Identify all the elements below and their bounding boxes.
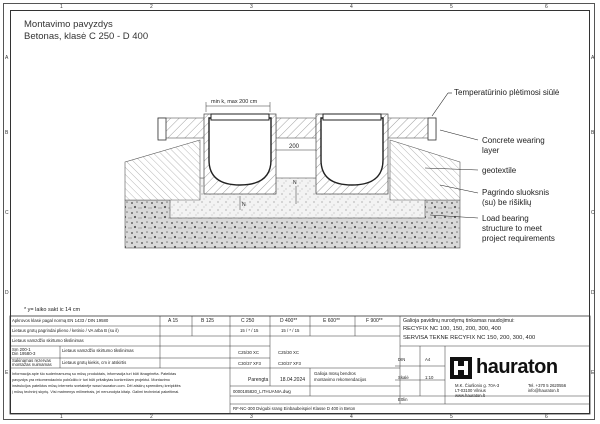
reinforcement-text: Lietaus vamzdžio skirtumo tikslinimas	[62, 348, 134, 353]
footnote-line: į mūsų techninį skyrių. Visi matmenys milimetrais, jei nenurodyta kitaip. Galimi techniniai pakeitimai.	[12, 390, 180, 394]
edge-bottom-2: 2	[150, 414, 153, 420]
date-label: Parengta	[248, 377, 269, 383]
edge-top-1: 1	[60, 4, 63, 10]
exposure-d400: C30/37 XF3	[278, 361, 301, 366]
edge-bottom-1: 1	[60, 414, 63, 420]
address-line: M.K. Čiurlionio g. 70A-3	[455, 383, 500, 388]
n-marker-2: N	[242, 202, 246, 208]
footnote-line: pavyzdys yra rekomendacinio pobūdžio ir turi būti pritaikytas konkrečiam projektui. Montavimo	[12, 378, 170, 382]
address-line: LT-03100 Vilnius	[455, 388, 486, 393]
class-d400: D 400**	[280, 318, 298, 324]
exposure-c250: C30/37 XF3	[238, 361, 261, 366]
edge-left-a: A	[5, 55, 9, 61]
class-a15: A 15	[168, 318, 179, 324]
footnote-line: instrukcijos pateiktos mūsų interneto svetainėje www.hauraton.com. Dėl atskirų sprendimų kreipkitės	[12, 384, 181, 388]
edge-bottom-5: 5	[450, 414, 453, 420]
drawing-code: RF-NC-300 Dvigubi srang Einbaubeispiel Klasse D 400 in Beton	[233, 406, 356, 411]
product-title: Galioja pavidinų nurodymų tinkamas naudojimui:	[403, 318, 515, 324]
load-class-label: Apkrovos klasė pagal normą EN 1433 / DIN 19580	[12, 318, 109, 323]
edge-left-c: C	[5, 210, 9, 216]
file-name: 0000185820_LITHUANIA.dwg	[233, 389, 291, 394]
concrete-c250: C25/30 XC	[238, 350, 260, 355]
edge-top-3: 3	[250, 4, 253, 10]
edge-top-5: 5	[450, 4, 453, 10]
edge-bottom-3: 3	[250, 414, 253, 420]
edge-right-d: D	[591, 290, 595, 296]
callout-wearing-layer: Concrete wearing layer	[482, 136, 545, 155]
edge-top-6: 6	[545, 4, 548, 10]
footnote-line: Informacija apie šio suderinamumą su mūsų produktais, informacija turi būti išnagrinėta. Pateiktas	[12, 372, 177, 376]
edge-left-e: E	[5, 370, 9, 376]
reserve-label: Sakinamas rezervas montažas nuimamas	[12, 358, 52, 368]
header-line1: Montavimo pavyzdys	[24, 19, 113, 30]
brand-name: hauraton	[476, 356, 558, 378]
class-f900: F 900**	[366, 318, 383, 324]
callout-expansion-joint: Temperatūrinio plėtimosi siūlė	[454, 88, 560, 97]
footnote-block	[12, 371, 227, 395]
validity-text: Galioja mūsų bendros montavimo rekomendacijos	[314, 371, 367, 382]
class-e600: E 600**	[323, 318, 340, 324]
phone: Tel. +370 5 2620556	[528, 383, 567, 388]
reinforcement-label: Lietaus vamzdžio skirtumo tikslinimas	[12, 338, 84, 343]
edge-bottom-4: 4	[350, 414, 353, 420]
hauraton-logo-icon	[450, 357, 472, 379]
callout-base-layer: Pagrindo sluoksnis (su) be rišiklių	[482, 188, 550, 207]
class-c250: C 250	[241, 318, 255, 324]
brand-address	[455, 383, 499, 398]
scale-value: 1:10	[425, 375, 434, 380]
grate-basis-d400: 15 / * / 15	[281, 328, 300, 333]
edge-left-d: D	[5, 290, 9, 296]
edge-right-a: A	[591, 55, 595, 61]
min-max-dimension: min k, max 200 cm	[211, 99, 258, 105]
edge-left-b: B	[5, 130, 9, 136]
edge-top-4: 4	[350, 4, 353, 10]
edge-bottom-6: 6	[545, 414, 548, 420]
edge-right-c: C	[591, 210, 595, 216]
callout-load-bearing: Load bearing structure to meet project requirements	[482, 214, 555, 243]
date-value: 18.04.2024	[280, 377, 306, 383]
din-label: DIN	[398, 357, 406, 362]
header-line2: Betonas, klasė C 250 - D 400	[24, 31, 149, 42]
norm-label: Sm 200-1 Din 19580-3	[12, 347, 36, 357]
edge-right-b: B	[591, 130, 595, 136]
edition: E0lin	[398, 397, 408, 402]
edge-right-e: E	[591, 370, 595, 376]
concrete-strength-label: Lietaus grotų kiekis, cm ir atskirtis	[62, 360, 127, 365]
drawing-note: * y= laiko sakt ic 14 cm	[24, 307, 81, 313]
brand-contact	[528, 383, 566, 393]
concrete-d400: C25/30 XC	[278, 350, 300, 355]
callout-geotextile: geotextile	[482, 166, 517, 175]
scale-label: Skalė	[398, 375, 409, 380]
grate-basis-label: Lietaus grotų pagrindai plieno / ketinio / VA arba B (su il)	[12, 328, 119, 333]
address-line: www.hauraton.lt	[455, 393, 485, 398]
n-marker-1: N	[293, 180, 297, 186]
edge-top-2: 2	[150, 4, 153, 10]
sheet-size: A4	[425, 357, 431, 362]
email: info@hauraton.lt	[528, 388, 559, 393]
dimension-200: 200	[289, 144, 300, 150]
grate-basis-c250: 15 / * / 15	[240, 328, 259, 333]
product-line2: SERVISA TEKNE RECYFIX NC 150, 200, 300, 400	[403, 335, 536, 341]
class-b125: B 125	[201, 318, 215, 324]
product-line1: RECYFIX NC 100, 150, 200, 300, 400	[403, 326, 501, 332]
